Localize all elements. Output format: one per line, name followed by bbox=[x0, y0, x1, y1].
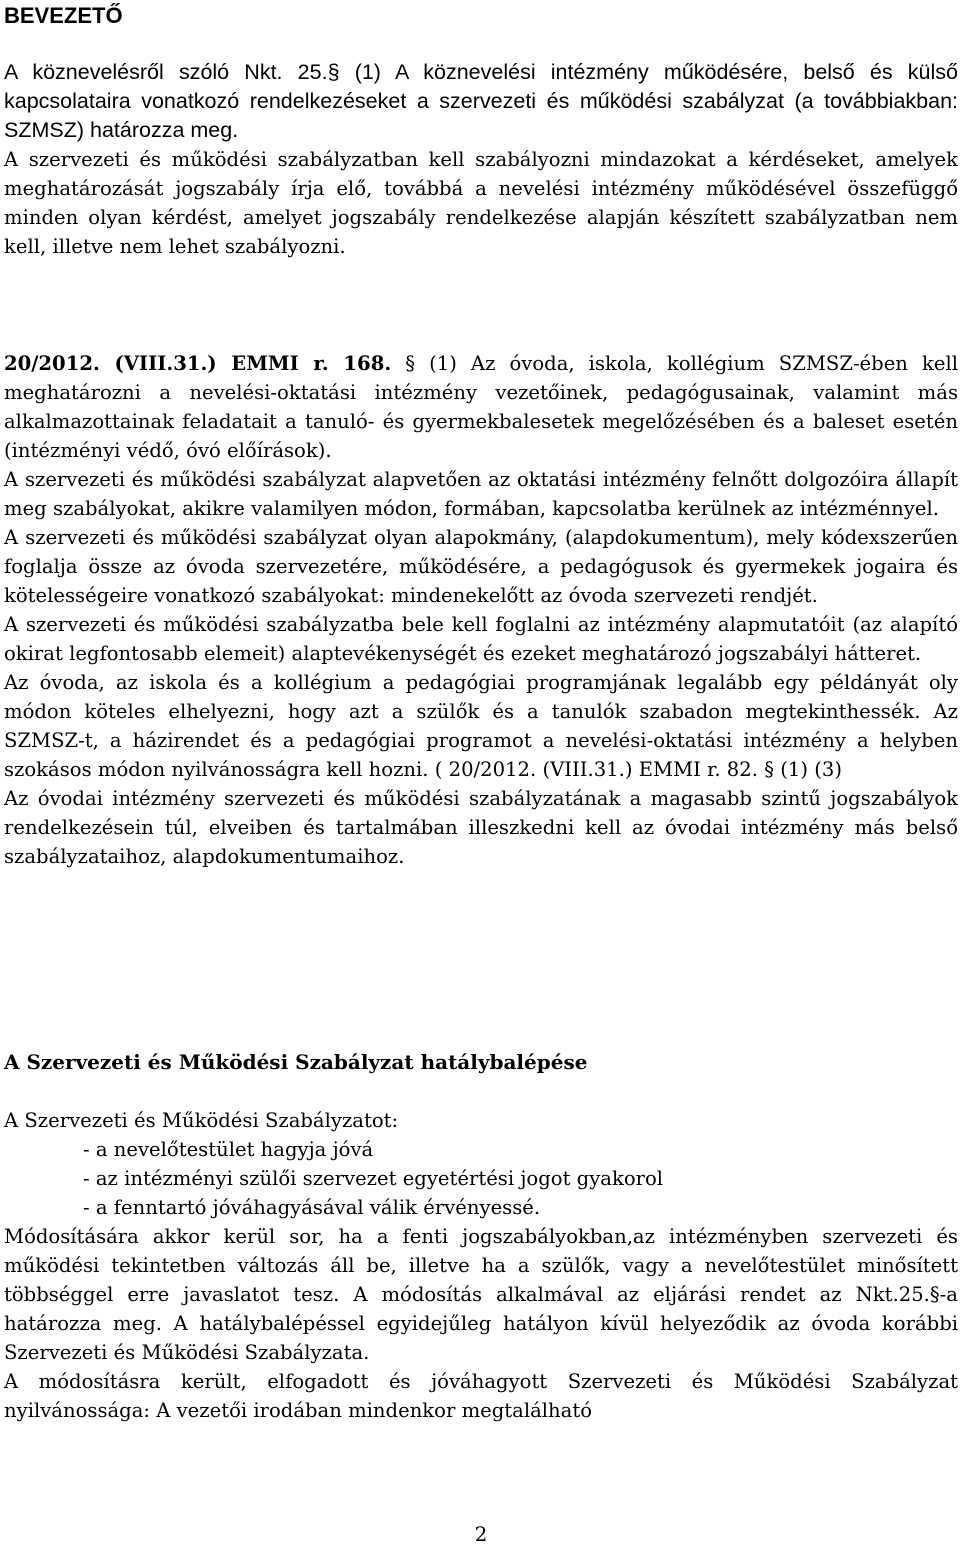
intro-section-2 bbox=[4, 145, 958, 261]
emmi-paragraph-1-text: § (1) Az óvoda, iskola, kollégium SZMSZ-ében kell meghatározni a nevelési-oktatási intézmény vezetőinek, pedagógusainak, valamint más alkalmazottainak feladatait a tanuló- és gyermekbalesetek megelőzésében és a baleset esetén (intézményi védő, óvó előírások). bbox=[4, 352, 958, 462]
intro-section bbox=[4, 58, 958, 145]
effect-approval-list bbox=[4, 1135, 958, 1222]
intro-paragraph-nkt: A köznevelésről szóló Nkt. 25.§ (1) A köznevelési intézmény működésére, belső és külső kapcsolataira vonatkozó rendelkezéseket a szervezeti és működési szabályzat (a továbbiakban: SZMSZ) határozza meg. bbox=[4, 60, 958, 142]
list-item: - a fenntartó jóváhagyásával válik érvényessé. bbox=[83, 1196, 541, 1219]
emmi-reference: 20/2012. (VIII.31.) EMMI r. 168. bbox=[4, 352, 392, 375]
emmi-paragraph-5: Az óvoda, az iskola és a kollégium a pedagógiai programjának legalább egy példányát oly módon köteles elhelyezni, hogy azt a szülők és a tanulók szabadon megtekinthessék. Az SZMSZ-t, a házirendet és a pedagógiai programot a nevelési-oktatási intézmény a helyben szokásos módon nyilvánosságra kell hozni. ( 20/2012. (VIII.31.) EMMI r. 82. § (1) (3) bbox=[4, 671, 958, 781]
emmi-paragraph-2: A szervezeti és működési szabályzat alapvetően az oktatási intézmény felnőtt dolgozóira állapít meg szabályokat, akikre valamilyen módon, formában, kapcsolatba kerülnek az intézménnyel. bbox=[4, 468, 958, 520]
emmi-paragraph-6: Az óvodai intézmény szervezeti és működési szabályzatának a magasabb szintű jogszabályok rendelkezésein túl, elveiben és tartalmában illeszkedni kell az óvodai intézmény más belső szabályzataihoz, alapdokumentumaihoz. bbox=[4, 787, 958, 868]
page-number: 2 bbox=[474, 1522, 488, 1546]
effect-paragraph-modification: Módosítására akkor kerül sor, ha a fenti jogszabályokban,az intézményben szervezeti és működési tekintetben változás áll be, illetve ha a szülők, vagy a nevelőtestület minősített többséggel erre javaslatot tesz. A módosítás alkalmával az eljárási rendet az Nkt.25.§-a határozza meg. A hatálybalépéssel egyidejűleg hatályon kívül helyeződik az óvoda korábbi Szervezeti és Működési Szabályzata. bbox=[4, 1225, 958, 1364]
effect-section-title: A Szervezeti és Működési Szabályzat hatálybalépése bbox=[4, 1050, 588, 1074]
effect-section bbox=[4, 1106, 958, 1425]
emmi-section bbox=[4, 349, 958, 871]
effect-lead: A Szervezeti és Működési Szabályzatot: bbox=[4, 1109, 399, 1132]
list-item: - a nevelőtestület hagyja jóvá bbox=[83, 1138, 374, 1161]
emmi-paragraph-1 bbox=[4, 349, 958, 465]
heading-bevezeto: BEVEZETŐ bbox=[4, 3, 123, 28]
effect-paragraph-publicity: A módosításra került, elfogadott és jóváhagyott Szervezeti és Működési Szabályzat nyilvánossága: A vezetői irodában mindenkor megtalálható bbox=[4, 1370, 958, 1422]
list-item: - az intézményi szülői szervezet egyetértési jogot gyakorol bbox=[83, 1167, 664, 1190]
emmi-paragraph-4: A szervezeti és működési szabályzatba bele kell foglalni az intézmény alapmutatóit (az alapító okirat legfontosabb elemeit) alaptevékenységét és ezeket meghatározó jogszabályi hátteret. bbox=[4, 613, 958, 665]
emmi-paragraph-3: A szervezeti és működési szabályzat olyan alapokmány, (alapdokumentum), mely kódexszerűen foglalja össze az óvoda szervezetére, működésére, a pedagógusok és gyermekek jogaira és kötelességeire vonatkozó szabályokat: mindenekelőtt az óvoda szervezeti rendjét. bbox=[4, 526, 958, 607]
intro-paragraph-szmsz-scope: A szervezeti és működési szabályzatban kell szabályozni mindazokat a kérdéseket, amelyek meghatározását jogszabály írja elő, továbbá a nevelési intézmény működésével összefüggő minden olyan kérdést, amelyet jogszabály rendelkezése alapján készített szabályzatban nem kell, illetve nem lehet szabályozni. bbox=[4, 148, 958, 258]
